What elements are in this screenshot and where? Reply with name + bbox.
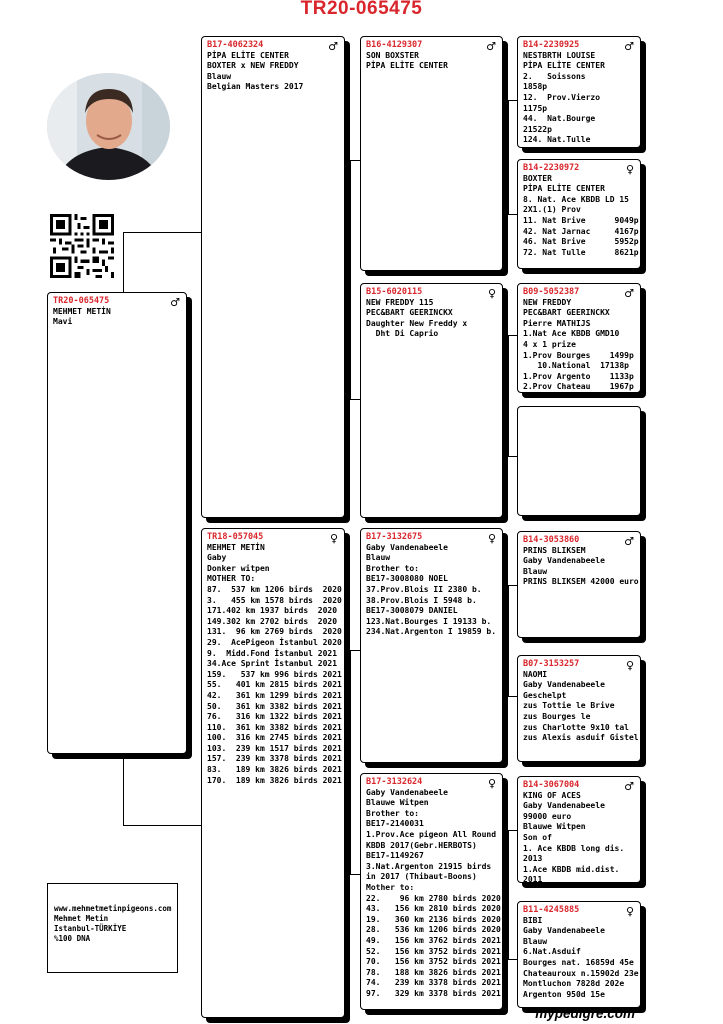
pedigree-line: 171.402 km 1937 birds 2020 [207, 606, 338, 616]
ddd-lines [523, 905, 639, 1000]
ring-number: TR20-065475 [53, 296, 110, 306]
contact-box [47, 883, 178, 973]
pedigree-line: PİPA ELİTE CENTER [207, 50, 289, 60]
pedigree-line: 19. 360 km 2136 birds 2020 [366, 914, 501, 924]
ring-number: B17-3132675 [366, 532, 423, 542]
pedigree-line: 34.Ace Sprint İstanbul 2021 [207, 659, 338, 669]
pedigree-line: 87. 537 km 1206 birds 2020 [207, 584, 342, 594]
pedigree-line: PİPA ELİTE CENTER [523, 184, 605, 194]
pedigree-line: NEW FREDDY [523, 297, 572, 307]
pedigree-line: MEHMET METİN [207, 542, 265, 552]
dds-card[interactable] [517, 776, 641, 883]
contact-location: Istanbul-TÜRKİYE [54, 924, 127, 933]
ring-number: B14-2230925 [523, 40, 580, 50]
female-icon: ♀ [625, 163, 634, 176]
male-icon: ♂ [624, 287, 634, 300]
pedigree-line: 55. 401 km 2815 birds 2021 [207, 680, 342, 690]
ddd-card[interactable] [517, 901, 641, 1008]
pedigree-line: 1858p [523, 82, 548, 92]
male-icon: ♂ [486, 40, 496, 53]
pedigree-line: 78. 188 km 3826 birds 2021 [366, 967, 501, 977]
female-icon: ♀ [487, 777, 496, 790]
pedigree-line: 234.Nat.Argenton I 19859 b. [366, 627, 497, 637]
sdd-card[interactable] [517, 406, 641, 516]
pedigree-line: Brother to: [366, 563, 419, 573]
pedigree-line: Blauwe Witpen [366, 798, 429, 808]
pedigree-line: Gaby Vandenabeele [523, 801, 605, 811]
pedigree-line: zus Charlotte 9x10 tal [523, 722, 629, 732]
ssd-lines [523, 163, 639, 258]
dss-card[interactable] [517, 531, 641, 638]
pedigree-line: BOXTER [523, 173, 552, 183]
sire-card[interactable] [201, 36, 345, 518]
pedigree-line: Daughter New Freddy x [366, 318, 468, 328]
pedigree-line: Pierre MATHIJS [523, 318, 591, 328]
pedigree-line: Donker witpen [207, 563, 270, 573]
pedigree-line: zus Tottie le Brive [523, 701, 615, 711]
pedigree-line: Gaby Vandenabeele [366, 787, 448, 797]
pedigree-line: MOTHER TO: [207, 574, 256, 584]
sss-lines [523, 40, 635, 146]
pedigree-line: Bourges nat. 16859d 45e [523, 957, 634, 967]
pedigree-line: 2.Prov Chateau 1967p [523, 382, 634, 392]
male-icon: ♂ [328, 40, 338, 53]
pedigree-line: zus Alexis asduif Gistel [523, 733, 639, 743]
ring-number: B17-4062324 [207, 40, 264, 50]
female-icon: ♀ [487, 287, 496, 300]
pedigree-line: 72. Nat Tulle 8621p [523, 247, 639, 257]
dam-lines [207, 532, 342, 786]
pedigree-line: 1.Prov Bourges 1499p [523, 350, 634, 360]
pedigree-line: BE17-1149267 [366, 851, 424, 861]
male-icon: ♂ [624, 535, 634, 548]
pedigree-line: 74. 239 km 3378 birds 2021 [366, 978, 501, 988]
sd-card[interactable] [360, 283, 503, 518]
pedigree-line: 1.Prov Argento 1133p [523, 371, 634, 381]
pedigree-line: MEHMET METİN [53, 306, 111, 316]
pedigree-line: 103. 239 km 1517 birds 2021 [207, 743, 342, 753]
male-icon: ♂ [624, 40, 634, 53]
contact-website[interactable]: www.mehmetmetinpigeons.com [54, 904, 172, 913]
pedigree-line: 3.Nat.Argenton 21915 birds [366, 861, 492, 871]
sds-card[interactable] [517, 283, 641, 393]
pedigree-line: 46. Nat Brive 5952p [523, 237, 639, 247]
pedigree-line: NESTBRTH LOUISE [523, 50, 596, 60]
pedigree-line: Blauw [523, 936, 548, 946]
pedigree-line: 157. 239 km 3378 birds 2021 [207, 754, 342, 764]
pedigree-line: 22. 96 km 2780 birds 2020 [366, 893, 501, 903]
contact-dna: %100 DNA [54, 934, 91, 943]
pedigree-line: KING OF ACES [523, 790, 581, 800]
pedigree-line: 11. Nat Brive 9049p [523, 215, 639, 225]
pedigree-line: KBDB 2017(Gebr.HERBOTS) [366, 840, 477, 850]
pedigree-line: 2X1.(1) Prov [523, 205, 581, 215]
pedigree-line: 1.Prov.Ace pigeon All Round [366, 829, 497, 839]
female-icon: ♀ [487, 532, 496, 545]
connector-dam [350, 650, 360, 875]
pedigree-line: 124. Nat.Tulle [523, 135, 591, 145]
pedigree-line: Blauw [207, 71, 232, 81]
pedigree-line: 97. 329 km 3378 birds 2021 [366, 988, 501, 998]
contact-name: Mehmet Metin [54, 914, 109, 923]
pedigree-line: 3. 455 km 1578 birds 2020 [207, 595, 342, 605]
ring-number: B17-3132624 [366, 777, 423, 787]
ring-number: TR18-057045 [207, 532, 264, 542]
pedigree-line: BIBI [523, 915, 543, 925]
sire-lines [207, 40, 339, 93]
pedigree-line: Mother to: [366, 882, 415, 892]
ds-lines [366, 532, 497, 638]
owner-photo [47, 73, 170, 180]
dss-lines [523, 535, 639, 588]
ring-number: B11-4245885 [523, 905, 580, 915]
ss-lines [366, 40, 497, 72]
pedigree-line: 52. 156 km 3752 birds 2021 [366, 946, 501, 956]
pedigree-line: PRINS BLIKSEM [523, 545, 586, 555]
pedigree-line: Belgian Masters 2017 [207, 82, 304, 92]
pedigree-line: Gaby [207, 553, 227, 563]
male-icon: ♂ [624, 780, 634, 793]
ring-number: B14-2230972 [523, 163, 580, 173]
pedigree-line: Blauw [523, 566, 548, 576]
pedigree-line: Blauwe Witpen [523, 822, 586, 832]
pedigree-line: 1.Ace KBDB mid.dist. [523, 864, 620, 874]
pedigree-line: 6.Nat.Asduif [523, 947, 581, 957]
brand-logo: mypedigre.com [535, 1006, 635, 1021]
pedigree-line: 1.Nat Ace KBDB GMD10 [523, 329, 620, 339]
pedigree-line: BE17-3008079 DANIEL [366, 606, 458, 616]
pedigree-line: Chateauroux n.15902d 23e [523, 968, 639, 978]
sss-card[interactable] [517, 36, 641, 148]
pedigree-line: Geschelpt [523, 690, 567, 700]
pedigree-line: 110. 361 km 3382 birds 2021 [207, 722, 342, 732]
pedigree-line: 149.302 km 2702 birds 2020 [207, 616, 338, 626]
ring-number: B16-4129307 [366, 40, 423, 50]
pedigree-line: Argenton 950d 15e [523, 989, 605, 999]
pedigree-line: 2013 [523, 854, 543, 864]
ring-number: B14-3053860 [523, 535, 580, 545]
pedigree-line: 99000 euro [523, 811, 572, 821]
pedigree-line: 42. 361 km 1299 birds 2021 [207, 690, 342, 700]
dd-lines [366, 777, 501, 999]
pedigree-line: 12. Prov.Vierzo [523, 92, 601, 102]
pedigree-line: PİPA ELİTE CENTER [523, 61, 605, 71]
female-icon: ♀ [625, 659, 634, 672]
pedigree-line: 28. 536 km 1206 birds 2020 [366, 925, 501, 935]
pedigree-line: 4 x 1 prize [523, 339, 576, 349]
connector-sire [350, 160, 360, 400]
pedigree-line: 1. Ace KBDB long dis. [523, 843, 625, 853]
pedigree-line: 123.Nat.Bourges I 19133 b. [366, 616, 492, 626]
ss-card[interactable] [360, 36, 503, 271]
dd-card[interactable] [360, 773, 503, 1010]
pedigree-line: 100. 316 km 2745 birds 2021 [207, 733, 342, 743]
sd-lines [366, 287, 497, 340]
pedigree-line: 76. 316 km 1322 birds 2021 [207, 712, 342, 722]
pedigree-line: Mavi [53, 317, 73, 327]
pedigree-line: 38.Prov.Blois I 5948 b. [366, 595, 477, 605]
pedigree-line: Gaby Vandenabeele [366, 542, 448, 552]
ring-number: B15-6020115 [366, 287, 423, 297]
male-icon: ♂ [170, 296, 180, 309]
pedigree-line: 8. Nat. Ace KBDB LD 15 [523, 194, 629, 204]
ring-number: B07-3153257 [523, 659, 580, 669]
pedigree-line: 50. 361 km 3382 birds 2021 [207, 701, 342, 711]
pedigree-line: 2. Soissons [523, 71, 586, 81]
pedigree-line: 42. Nat Jarnac 4167p [523, 226, 639, 236]
pedigree-line: BE17-2140031 [366, 819, 424, 829]
pedigree-line: 29. AcePigeon İstanbul 2020 [207, 637, 342, 647]
pedigree-line: 1175p [523, 103, 548, 113]
qr-code [50, 214, 114, 278]
pedigree-line: 131. 96 km 2769 birds 2020 [207, 627, 342, 637]
pedigree-line: 43. 156 km 2810 birds 2020 [366, 904, 501, 914]
pedigree-line: Blauw [366, 553, 391, 563]
subject-card[interactable] [47, 292, 187, 754]
pedigree-line: 10.National 17138p [523, 361, 629, 371]
dsd-card[interactable] [517, 655, 641, 762]
subject-lines [53, 296, 181, 328]
ring-number: B09-5052387 [523, 287, 580, 297]
female-icon: ♀ [625, 905, 634, 918]
pedigree-line: 49. 156 km 3762 birds 2021 [366, 935, 501, 945]
pedigree-line: NEW FREDDY 115 [366, 297, 434, 307]
pedigree-line: Brother to: [366, 808, 419, 818]
pedigree-line: SON BOXSTER [366, 50, 419, 60]
sds-lines [523, 287, 635, 393]
pedigree-line: PEC&BART GEERINCKX [366, 308, 453, 318]
pedigree-line: Son of [523, 832, 552, 842]
ds-card[interactable] [360, 528, 503, 763]
pedigree-line: Dht Di Caprio [366, 329, 439, 339]
pedigree-line: zus Bourges le [523, 711, 591, 721]
pedigree-line: 170. 189 km 3826 birds 2021 [207, 775, 342, 785]
pedigree-line: 9. Midd.Fond İstanbul 2021 [207, 648, 338, 658]
pedigree-line: 44. Nat.Bourge [523, 114, 596, 124]
pedigree-line: 2011 [523, 875, 543, 883]
pedigree-line: PRINS BLIKSEM 42000 euro [523, 577, 639, 587]
ssd-card[interactable] [517, 159, 641, 269]
pedigree-line: Gaby Vandenabeele [523, 926, 605, 936]
dsd-lines [523, 659, 639, 744]
pedigree-line: BE17-3008080 NOEL [366, 574, 448, 584]
pedigree-line: 21522p [523, 124, 552, 134]
pedigree-line: 83. 189 km 3826 birds 2021 [207, 765, 342, 775]
pedigree-line: Montluchon 7828d 202e [523, 979, 625, 989]
dam-card[interactable] [201, 528, 345, 1018]
ring-number: B14-3067004 [523, 780, 580, 790]
pedigree-line: PEC&BART GEERINCKX [523, 308, 610, 318]
female-icon: ♀ [329, 532, 338, 545]
pedigree-line: BOXTER x NEW FREDDY [207, 61, 299, 71]
pedigree-line: in 2017 (Thibaut-Boons) [366, 872, 477, 882]
pedigree-title: TR20-065475 [300, 0, 423, 19]
pedigree-line: PİPA ELİTE CENTER [366, 61, 448, 71]
dds-lines [523, 780, 635, 883]
pedigree-line: NAOMI [523, 669, 548, 679]
pedigree-line: Gaby Vandenabeele [523, 680, 605, 690]
pedigree-line: 70. 156 km 3752 birds 2021 [366, 957, 501, 967]
pedigree-line: Gaby Vandenabeele [523, 556, 605, 566]
pedigree-line: 159. 537 km 996 birds 2021 [207, 669, 342, 679]
pedigree-line: 37.Prov.Blois II 2380 b. [366, 584, 482, 594]
